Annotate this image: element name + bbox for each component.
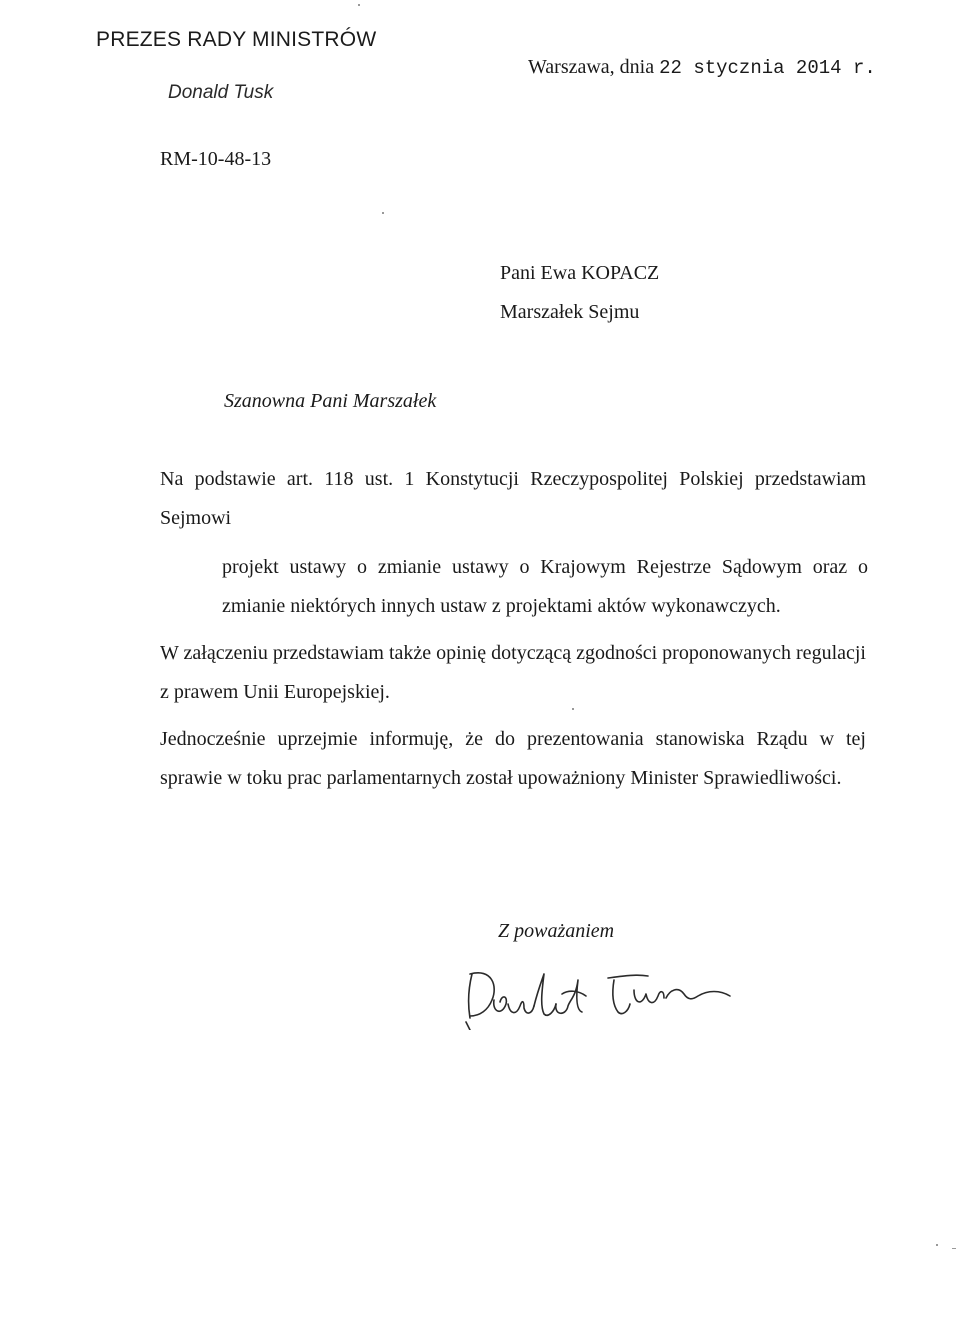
paragraph-attachment: W załączeniu przedstawiam także opinię dotyczącą zgodności proponowanych regulacji z prawem Unii Europejskiej. xyxy=(160,642,866,703)
scan-speck xyxy=(952,1248,956,1249)
scan-speck xyxy=(936,1244,938,1246)
salutation: Szanowna Pani Marszałek xyxy=(224,390,437,412)
scan-speck xyxy=(572,708,574,710)
recipient-block xyxy=(500,254,659,332)
closing-phrase: Z poważaniem xyxy=(498,920,615,942)
sender-name: Donald Tusk xyxy=(168,82,274,103)
recipient-title: Marszałek Sejmu xyxy=(500,301,640,323)
handwritten-signature xyxy=(458,960,738,1030)
reference-number: RM-10-48-13 xyxy=(160,148,272,170)
recipient-name: Pani Ewa KOPACZ xyxy=(500,262,660,284)
date-value: 22 stycznia 2014 r. xyxy=(659,57,876,79)
scan-speck xyxy=(358,4,360,6)
scan-speck xyxy=(382,212,384,214)
paragraph-intro: Na podstawie art. 118 ust. 1 Konstytucji Rzeczypospolitej Polskiej przedstawiam Sejmowi xyxy=(160,468,866,529)
paragraph-project-title: projekt ustawy o zmianie ustawy o Krajowym Rejestrze Sądowym oraz o zmianie niektórych innych ustaw z projektami aktów wykonawczych. xyxy=(222,556,868,617)
date-prefix: Warszawa, dnia xyxy=(528,56,655,78)
paragraph-authorization: Jednocześnie uprzejmie informuję, że do prezentowania stanowiska Rządu w tej sprawie w toku prac parlamentarnych został upoważniony Minister Sprawiedliwości. xyxy=(160,728,866,789)
letter-date xyxy=(528,56,876,79)
sender-organization: PREZES RADY MINISTRÓW xyxy=(96,28,377,51)
